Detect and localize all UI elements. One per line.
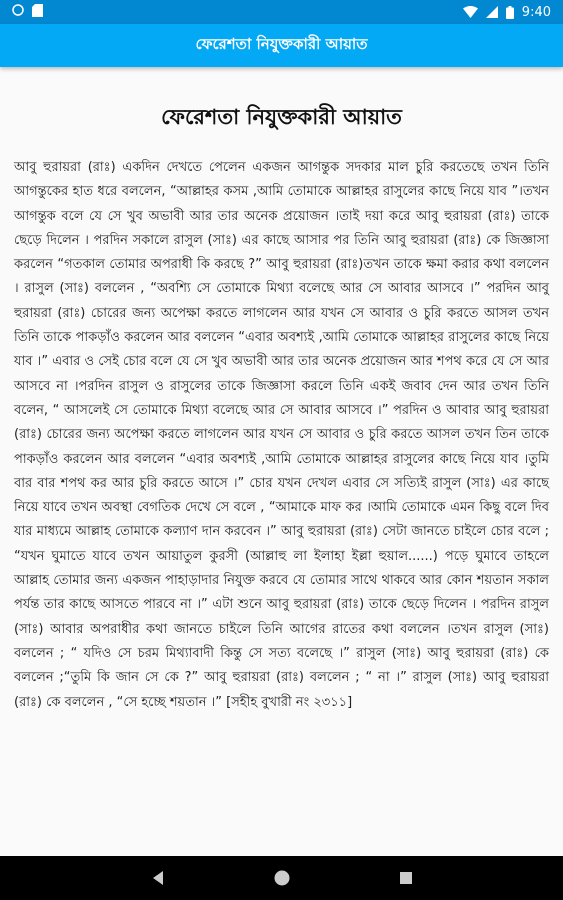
recents-button[interactable] <box>392 864 420 892</box>
sd-card-icon <box>32 4 43 21</box>
back-icon <box>151 870 165 886</box>
status-bar <box>0 0 563 24</box>
circle-icon <box>12 4 24 20</box>
article-body: আবু হুরায়রা (রাঃ) একদিন দেখতে পেলেন একজন আগন্তুক সদকার মাল চুরি করতেছে তখন তিনি আগন্তুকের হাত ধরে বললেন, “আল্লাহর কসম ,আমি তোমাকে আল্লাহর রাসুলের কাছে নিয়ে যাব ”।তখন আগন্তুক বলে যে সে খুব অভাবী আর তার অনেক প্রয়োজন ।তাই দয়া করে আবু হুরায়রা (রাঃ) তাকে ছেড়ে দিলেন । পরদিন সকালে রাসুল (সাঃ) এর কাছে আসার পর তিনি আবু হুরায়রা (রাঃ) কে জিজ্ঞাসা করলেন “গতকাল তোমার অপরাধী কি করছে ?” আবু হুরায়রা (রাঃ)তখন তাকে ক্ষমা করার কথা বললেন । রাসুল (সাঃ) বললেন , “অবশ্যি সে তোমাকে মিথ্যা বলেছে আর সে আবার আসবে ।” পরদিন আবু হুরায়রা (রাঃ) চোরের জন্য অপেক্ষা করতে লাগলেন আর যখন সে আবার ও চুরি করতে আসল তখন তিনি তাকে পাকড়াঁও করলেন আর বললেন “এবার অবশ্যই ,আমি তোমাকে আল্লাহর রাসুলের কাছে নিয়ে যাব ।” এবার ও সেই চোর বলে যে সে খুব অভাবী আর তার অনেক প্রয়োজন আর শপথ করে যে সে আর আসবে না ।পরদিন রাসুল ও রাসুলের তাকে জিজ্ঞাসা করলে তিনি একই জবাব দেন আর তখন তিনি বলেন, “ আসলেই সে তোমাকে মিথ্যা বলেছে আর সে আবার আসবে ।” পরদিন ও আবার আবু হুরায়রা (রাঃ) চোরের জন্য অপেক্ষা করতে লাগলেন আর যখন সে আবার ও চুরি করতে আসল তখন তিন তাকে পাকড়াঁও করলেন আর বললেন “এবার অবশ্যই ,আমি তোমাকে আল্লাহর রাসুলের কাছে নিয়ে যাব ।তুমি বার বার শপথ কর আর চুরি করতে আসে ।” চোর যখন দেখল এবার সে সত্যিই রাসুল (সাঃ) এর কাছে নিয়ে যাবে তখন অবস্থা বেগতিক দেখে সে বলে , “আমাকে মাফ কর ।আমি তোমাকে এমন কিছু বলে দিব যার মাধ্যমে আল্লাহ তোমাকে কল্যাণ দান করবেন ।” আবু হুরায়রা (রাঃ) সেটা জানতে চাইলে চোর বলে ; “যখন ঘুমাতে যাবে তখন আয়াতুল কুরসী (আল্লাহু লা ইলাহা ইল্লা হুয়াল......) পড়ে ঘুমাবে তাহলে আল্লাহ তোমার জন্য একজন পাহাড়াদার নিযুক্ত করবে যে তোমার সাথে থাকবে আর কোন শয়তান সকাল পর্যন্ত তার কাছে আসতে পারবে না ।” এটা শুনে আবু হুরায়রা (রাঃ) তাকে ছেড়ে দিলেন । পরদিন রাসুল (সাঃ) আবার অপরাধীর কথা জানতে চাইলে তিনি আগের রাতের কথা বললেন ।তখন রাসুল (সাঃ) বললেন ; “ যদিও সে চরম মিথ্যাবাদী কিন্তু সে সত্য বলেছে ।” রাসুল (সাঃ) আবু হুরায়রা (রাঃ) কে বললেন ;“তুমি কি জান সে কে ?” আবু হুরায়রা (রাঃ) বললেন ; “ না ।” রাসুল (সাঃ) আবু হুরায়রা (রাঃ) কে বললেন , “সে হচ্ছে শয়তান ।” [সহীহ বুখারী নং ২৩১১] <box>14 160 549 710</box>
app-bar <box>0 24 563 67</box>
wifi-icon <box>463 6 478 18</box>
navigation-bar <box>0 856 563 900</box>
article-content[interactable] <box>0 67 563 856</box>
back-button[interactable] <box>144 864 172 892</box>
cellular-icon <box>486 6 498 18</box>
home-button[interactable] <box>268 864 296 892</box>
battery-icon <box>506 6 514 19</box>
status-time: 9:40 <box>521 4 551 20</box>
status-left-icons <box>12 4 43 21</box>
status-right-icons <box>463 5 551 20</box>
app-bar-title: ফেরেশতা নিযুক্তকারী আয়াত <box>195 35 368 53</box>
home-icon <box>273 869 291 887</box>
recents-icon <box>399 871 413 885</box>
page-title: ফেরেশতা নিযুক্তকারী আয়াত <box>161 105 402 129</box>
